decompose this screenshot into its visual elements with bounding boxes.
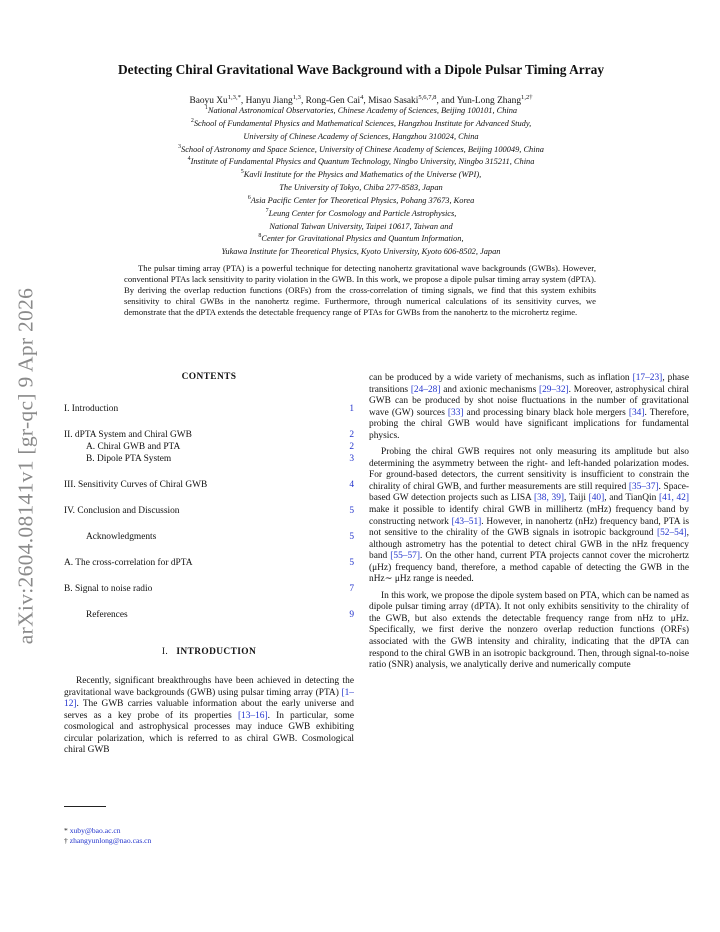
affiliation-mark: 3 [178, 143, 182, 150]
affiliation [40, 180, 682, 193]
affiliation-text: Leung Center for Cosmology and Particle Astrophysics, [268, 208, 457, 218]
citation-link[interactable]: [43–51] [451, 516, 482, 527]
text-run: and axionic mechanisms [440, 384, 539, 395]
author-name: Baoyu Xu [189, 96, 228, 107]
citation-link[interactable]: [13–16] [237, 710, 268, 721]
affiliation-mark: 7 [265, 207, 269, 214]
text-run: , although astrometry has the potential to detect chiral GWB in the nHz frequency band [369, 528, 689, 562]
toc-label: B. Dipole PTA System [86, 453, 172, 464]
affiliation-text: School of Fundamental Physics and Mathematical Sciences, Hangzhou Institute for Advanced Study, [193, 118, 532, 128]
toc-label: I. Introduction [64, 403, 119, 414]
text-run: . Space-based GW detection projects such as LISA [369, 481, 689, 504]
affiliation [40, 167, 682, 180]
toc-entry[interactable] [64, 441, 354, 453]
text-run: . However, in nanohertz (nHz) frequency band, PTA is not sensitive to the chirality of the GWB signals in isotropic background [369, 516, 689, 539]
footnote [64, 826, 151, 836]
toc-entry[interactable] [64, 609, 354, 621]
arxiv-stamp [8, 268, 44, 664]
text-run: , phase transitions [369, 373, 689, 395]
text-run: . Moreover, astrophysical chiral GWB can be produced by shot noise fluctuations in the number of gravitational wave (GW) sources [369, 384, 689, 418]
citation-link[interactable]: [41, 42] [658, 493, 689, 504]
toc-entry[interactable] [64, 505, 354, 517]
affiliation-text: Center for Gravitational Physics and Quantum Information, [261, 234, 464, 244]
abstract: The pulsar timing array (PTA) is a powerful technique for detecting nanohertz gravitational wave backgrounds (GWBs). However, conventional PTAs lack sensitivity to parity violation in the GWB. In this work, we propose a dipole pulsar timing array system (dPTA). By deriving the overlap reduction functions (ORFs) from the cross-correlation of timing signals, we find that this system exhibits sensitivity to chiral GWBs in the nanohertz regime. Furthermore, through numerical calculations of its sensitivity curves, we demonstrate that the dPTA extends the detectable frequency range of PTAs for GWBs from the nanohertz to the microhertz regime. [124, 263, 596, 318]
section-heading [64, 647, 354, 659]
affiliation-text: Yukawa Institute for Theoretical Physics, Kyoto University, Kyoto 606-8502, Japan [221, 247, 501, 257]
text-run: . In particular, some cosmological and astrophysical processes may induce GWB exhibiting circular polarization, which is referred to as chiral GWB. Cosmological chiral GWB [64, 710, 355, 756]
author-affil-mark: 4 [360, 94, 364, 101]
author-affil-mark: 1,2† [521, 94, 533, 101]
affiliation [40, 244, 682, 257]
toc-entry[interactable] [64, 479, 354, 491]
toc-page-link[interactable]: 5 [349, 557, 354, 568]
citation-link[interactable]: [40] [588, 493, 605, 504]
affiliation-text: National Astronomical Observatories, Chinese Academy of Sciences, Beijing 100101, China [207, 105, 518, 115]
toc-label: A. The cross-correlation for dPTA [64, 557, 193, 568]
contents-heading: CONTENTS [181, 372, 237, 382]
intro-paragraph [64, 676, 354, 757]
affiliation-text: Asia Pacific Center for Theoretical Physics, Pohang 37673, Korea [250, 195, 475, 205]
text-run: Probing the chiral GWB requires not only measuring its amplitude but also determining the asymmetry between the right- and left-handed polarization modes. For ground-based detectors, the current sensitivity is insufficient to constrain the chirality of chiral GWB, and further measurements are still required [369, 447, 689, 492]
paper-title: Detecting Chiral Gravitational Wave Background with a Dipole Pulsar Timing Array [117, 62, 605, 77]
affiliation [40, 231, 682, 244]
affiliation-mark: 2 [190, 117, 194, 124]
toc-page-link[interactable]: 5 [349, 531, 354, 542]
affiliation-text: Kavli Institute for the Physics and Mathematics of the Universe (WPI), [243, 170, 482, 180]
citation-link[interactable]: [35–37] [628, 481, 659, 492]
citation-link[interactable]: [29–32] [538, 384, 569, 395]
toc-page-link[interactable]: 9 [349, 609, 354, 620]
toc-page-link[interactable]: 1 [349, 403, 354, 414]
text-run: . The GWB carries valuable information about the early universe and serves as a key probe of its properties [64, 699, 354, 721]
affiliation-text: Institute of Fundamental Physics and Quantum Technology, Ningbo University, Ningbo 315211, China [190, 157, 535, 167]
body-paragraph [369, 373, 689, 442]
footnotes [64, 826, 151, 846]
text-run: . Therefore, probing the chiral GWB would have significant implications for fundamental physics. [369, 407, 689, 441]
citation-link[interactable]: [24–28] [410, 384, 441, 395]
text-run: . On the other hand, current PTA projects cannot cover the microhertz (μHz) frequency band, therefore, a method capable of detecting the GWB in the nHz∼ μHz range is needed. [369, 551, 689, 585]
footnote-mark: † [64, 836, 68, 845]
toc-page-link[interactable]: 3 [349, 453, 354, 464]
toc-page-link[interactable]: 5 [349, 505, 354, 516]
affiliation [40, 193, 682, 206]
affiliation [40, 142, 682, 155]
citation-link[interactable]: [38, 39] [533, 493, 565, 504]
toc-label: IV. Conclusion and Discussion [64, 505, 180, 516]
author-affil-mark: 1,3,* [227, 94, 241, 101]
affiliation-text: National Taiwan University, Taipei 10617, Taiwan and [269, 221, 453, 231]
toc-entry[interactable] [64, 429, 354, 441]
email-link[interactable]: xuby@bao.ac.cn [69, 826, 121, 835]
left-column [64, 372, 354, 757]
affiliation-mark: 1 [204, 105, 208, 111]
text-run: , and TianQin [604, 493, 659, 504]
toc-page-link[interactable]: 2 [349, 441, 354, 452]
affiliation-mark: 6 [247, 194, 251, 201]
toc-entry[interactable] [64, 531, 354, 543]
arxiv-stamp-text: arXiv:2604.08141v1 [gr-qc] 9 Apr 2026 [13, 287, 38, 645]
citation-link[interactable]: [17–23] [632, 373, 663, 383]
author-affil-mark: 1,3 [292, 94, 301, 101]
toc-entry[interactable] [64, 557, 354, 569]
toc-entry[interactable] [64, 403, 354, 415]
text-run: make it possible to identify chiral GWB in millihertz (mHz) frequency band by constructing network [369, 505, 689, 527]
affiliation-text: University of Chinese Academy of Sciences, Hangzhou 310024, China [243, 131, 479, 141]
body-paragraph [369, 591, 689, 672]
toc-label: III. Sensitivity Curves of Chiral GWB [64, 479, 208, 490]
affiliation [40, 206, 682, 219]
toc-label: A. Chiral GWB and PTA [86, 441, 181, 452]
footnote [64, 836, 151, 846]
citation-link[interactable]: [55–57] [390, 551, 420, 562]
email-link[interactable]: zhangyunlong@nao.cas.cn [69, 836, 152, 845]
toc-label: References [86, 609, 128, 620]
author-affil-mark: 5,6,7,8 [418, 94, 437, 101]
affiliation-mark: 8 [258, 233, 262, 240]
text-run: and processing binary black hole mergers [463, 407, 629, 418]
citation-link[interactable]: [1–12] [64, 687, 354, 710]
affiliation-mark: 5 [240, 169, 244, 176]
toc-label: II. dPTA System and Chiral GWB [64, 429, 192, 440]
section-title: INTRODUCTION [176, 646, 257, 657]
author-name: Misao Sasaki [368, 96, 419, 107]
author-name: and Yun-Long Zhang [441, 96, 522, 107]
affiliation [40, 129, 682, 142]
text-run: In this work, we propose the dipole system based on PTA, which can be named as dipole pulsar timing array (dPTA). It not only exhibits sensitivity to the chirality of the GWB, but also extends the detectable frequency range from nHz to μHz. Specifically, we first derive the nonzero overlap reduction functions (ORFs) associated with the GWB intensity and chirality, indicating that the dPTA can respond to the chiral GWB in an isotropic background. Then, through signal-to-noise ratio (SNR) analysis, we analytically derive and numerically compute [369, 590, 689, 671]
text-run: can be produced by a wide variety of mechanisms, such as inflation [369, 373, 633, 383]
affiliation [40, 219, 682, 232]
toc-page-link[interactable]: 7 [349, 583, 354, 594]
affiliation [40, 103, 682, 116]
footnote-mark: * [64, 826, 68, 835]
citation-link[interactable]: [33] [447, 407, 464, 418]
toc-page-link[interactable]: 2 [349, 429, 354, 440]
text-run: Recently, significant breakthroughs have been achieved in detecting the gravitational wave backgrounds (GWB) using pulsar timing array (PTA) [64, 676, 354, 698]
affiliation-text: School of Astronomy and Space Science, University of Chinese Academy of Sciences, Beijing 100049, China [181, 144, 544, 154]
toc-entry[interactable] [64, 583, 354, 595]
affiliation [40, 154, 682, 167]
toc-entry[interactable] [64, 453, 354, 465]
affiliation [40, 116, 682, 129]
right-column [369, 373, 689, 672]
citation-link[interactable]: [34] [628, 407, 645, 418]
author-name: Hanyu Jiang [245, 96, 293, 107]
author-name: Rong-Gen Cai [305, 96, 361, 107]
citation-link[interactable]: [52–54] [656, 528, 687, 539]
toc-label: B. Signal to noise radio [64, 583, 153, 594]
affiliation-mark: 4 [187, 156, 191, 163]
body-paragraph [369, 447, 689, 586]
author-list: Baoyu $Xu^{1,3,*}$, Hanyu Jiang$^{1,3}$, Rong-Gen Cai$^4$, Misao Sasaki$^{5,6,7,8}$, and Yun-Long Zhang$^{1,2\dagger}$ [189, 94, 533, 107]
affiliation-list [40, 103, 682, 257]
section-number: I. [161, 646, 169, 657]
affiliation-text: The University of Tokyo, Chiba 277-8583, Japan [279, 182, 443, 192]
footnote-rule [64, 806, 106, 807]
toc-label: Acknowledgments [86, 531, 157, 542]
text-run: , Taiji [564, 493, 589, 504]
toc-page-link[interactable]: 4 [349, 479, 354, 490]
